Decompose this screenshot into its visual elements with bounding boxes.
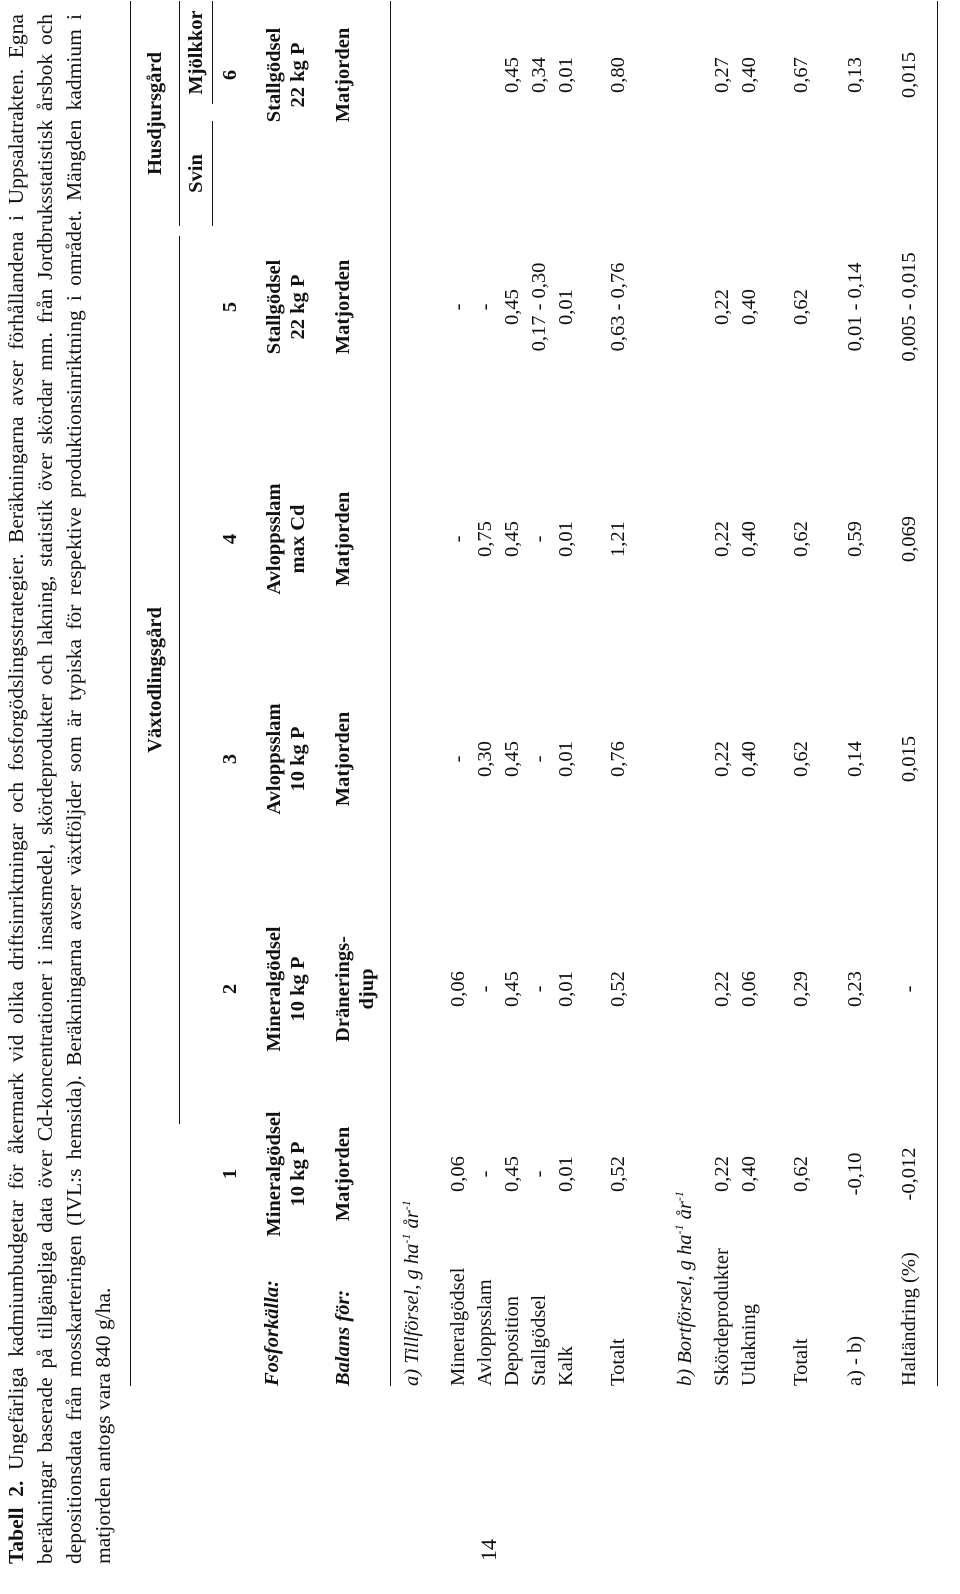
table-cell: 0,22 — [711, 521, 733, 557]
subgroup-rule-dairy — [212, 1, 213, 104]
col-source: Avloppsslam 10 kg P — [263, 703, 309, 815]
col-num: 1 — [219, 1168, 241, 1180]
row-label: Utlakning — [738, 1304, 760, 1386]
row-label: Mineralgödsel — [447, 1267, 469, 1386]
row-label-diff: a) - b) — [844, 1335, 866, 1386]
table-cell: - — [447, 303, 469, 311]
header-rule — [390, 1, 391, 1386]
col-num: 3 — [219, 753, 241, 765]
table-cell: 0,52 — [607, 1156, 629, 1192]
col-balance: Matjorden — [332, 1126, 354, 1222]
table-cell: 0,01 — [555, 57, 577, 93]
table-cell: 0,01 - 0,14 — [844, 262, 866, 352]
col-num: 2 — [219, 983, 241, 995]
row-label: Stallgödsel — [528, 1294, 550, 1386]
table-cell: 0,23 — [844, 971, 866, 1007]
subgroup-dairy: Mjölkkor — [185, 10, 207, 95]
table-cell: 0,45 — [501, 521, 523, 557]
row-label: Kalk — [555, 1346, 577, 1386]
col-balance: Matjorden — [332, 491, 354, 587]
table-cell: - — [447, 755, 469, 763]
table-cell: 0,30 — [474, 741, 496, 777]
table-cell: 0,67 — [790, 57, 812, 93]
table-cell: 0,22 — [711, 1156, 733, 1192]
col-balance: Matjorden — [332, 27, 354, 123]
table-cell: 0,45 — [501, 289, 523, 325]
table-cell: 0,34 — [528, 57, 550, 93]
row-label: Skördeprodukter — [711, 1248, 733, 1386]
table-cell: 0,62 — [790, 289, 812, 325]
table-cell: 0,01 — [555, 741, 577, 777]
table-cell: - — [474, 1170, 496, 1178]
table-cell: 0,069 — [898, 515, 920, 563]
table-cell: 0,14 — [844, 741, 866, 777]
subgroup-pig: Svin — [185, 154, 207, 193]
table-cell: 0,52 — [607, 971, 629, 1007]
table-cell: 0,40 — [738, 57, 760, 93]
table-cell: - — [474, 303, 496, 311]
table-cell: 0,27 — [711, 57, 733, 93]
table-cell: 0,62 — [790, 741, 812, 777]
table-cell: 0,01 — [555, 289, 577, 325]
table-cell: 1,21 — [607, 521, 629, 557]
table-cell: 0,22 — [711, 741, 733, 777]
table-cell: 0,59 — [844, 521, 866, 557]
col-source: Avloppsslam max Cd — [263, 483, 309, 595]
row-label-change: Haltändring (%) — [898, 1252, 920, 1386]
col-num: 6 — [219, 69, 241, 81]
table-cell: 0,015 — [898, 51, 920, 99]
table-cell: 0,45 — [501, 57, 523, 93]
row-label: Deposition — [501, 1296, 523, 1386]
table-cell: 0,63 - 0,76 — [607, 262, 629, 352]
table-cell: -0,10 — [844, 1152, 866, 1196]
table-cell: 0,76 — [607, 741, 629, 777]
col-source: Stallgödsel 22 kg P — [263, 27, 309, 123]
table-cell: 0,22 — [711, 289, 733, 325]
table-cell: - — [528, 985, 550, 993]
group-header-crop: Växtodlingsgård — [144, 607, 166, 753]
table-cell: - — [447, 535, 469, 543]
col-balance: Matjorden — [332, 711, 354, 807]
table-cell: 0,80 — [607, 57, 629, 93]
col-source: Mineralgödsel 10 kg P — [263, 926, 309, 1052]
subgroup-rule-pig — [212, 121, 213, 226]
group-rule-crop — [179, 236, 180, 1124]
table-cell: 0,13 — [844, 57, 866, 93]
section-a-title: a) Tillförsel, g $ha^{-1}$ $år^{-1}$ — [399, 1200, 423, 1386]
section-b-title: b) Bortförsel, g $ha^{-1}$ $år^{-1}$ — [672, 1191, 696, 1386]
col-num: 4 — [219, 533, 241, 545]
table-cell: 0,62 — [790, 1156, 812, 1192]
table-cell: 0,005 - 0,015 — [898, 252, 920, 362]
group-header-livestock: Husdjursgård — [144, 51, 166, 176]
table-cell: 0,015 — [898, 735, 920, 783]
top-rule — [130, 1, 131, 1386]
table-cell: - — [528, 1170, 550, 1178]
table-cell: 0,40 — [738, 741, 760, 777]
row-label: Avloppsslam — [474, 1279, 496, 1386]
col-balance: Dränerings- djup — [332, 936, 378, 1042]
table-cell: 0,01 — [555, 1156, 577, 1192]
table-cell: 0,40 — [738, 289, 760, 325]
col-source: Stallgödsel 22 kg P — [263, 259, 309, 355]
col-source: Mineralgödsel 10 kg P — [263, 1111, 309, 1237]
table-cell: 0,01 — [555, 971, 577, 1007]
table-cell: 0,45 — [501, 971, 523, 1007]
row-label-total: Totalt — [607, 1338, 629, 1386]
table-cell: 0,06 — [447, 971, 469, 1007]
table-caption — [2, 14, 118, 1564]
table-cell: 0,29 — [790, 971, 812, 1007]
table-cell: 0,22 — [711, 971, 733, 1007]
table-cell: 0,06 — [738, 971, 760, 1007]
col-num: 5 — [219, 301, 241, 313]
table-cell: - — [528, 535, 550, 543]
table-cell: 0,40 — [738, 1156, 760, 1192]
group-rule-livestock — [179, 1, 180, 226]
table-cell: 0,01 — [555, 521, 577, 557]
table-cell: 0,17 - 0,30 — [528, 262, 550, 352]
caption-label: Tabell 2. — [4, 1480, 28, 1564]
row-label-total: Totalt — [790, 1338, 812, 1386]
table-cell: -0,012 — [898, 1147, 920, 1201]
table-cell: 0,40 — [738, 521, 760, 557]
table-cell: 0,06 — [447, 1156, 469, 1192]
source-header-label: Fosforkälla: — [261, 1280, 283, 1386]
table-cell: - — [474, 985, 496, 993]
table-cell: 0,62 — [790, 521, 812, 557]
table-cell: 0,75 — [474, 521, 496, 557]
bottom-rule — [937, 1, 938, 1386]
page-number: 14 — [476, 1539, 501, 1561]
col-balance: Matjorden — [332, 259, 354, 355]
table-cell: - — [898, 985, 920, 993]
table-cell: - — [528, 755, 550, 763]
balance-header-label: Balans för: — [332, 1289, 354, 1386]
caption-text: Ungefärliga kadmiumbudgetar för åkermark vid olika driftsinriktningar och fosforgödslingsstrategier. Beräkningarna avser förhållandena i Uppsalatrakten. Egna beräkningar baserade på tillgängliga data över Cd-koncentrationer i insatsmedel, skördeprodukter och lakning, statistik över skördar mm. från Jordbruksstatistisk årsbok och depositionsdata från mosskarteringen (IVL:s hemsida). Beräkningarna avser växtföljder som är typiska för respektive produktionsinriktning i området. Mängden kadmium i matjorden antogs vara 840 g/ha. — [4, 14, 115, 1564]
table-cell: 0,45 — [501, 1156, 523, 1192]
table-cell: 0,45 — [501, 741, 523, 777]
